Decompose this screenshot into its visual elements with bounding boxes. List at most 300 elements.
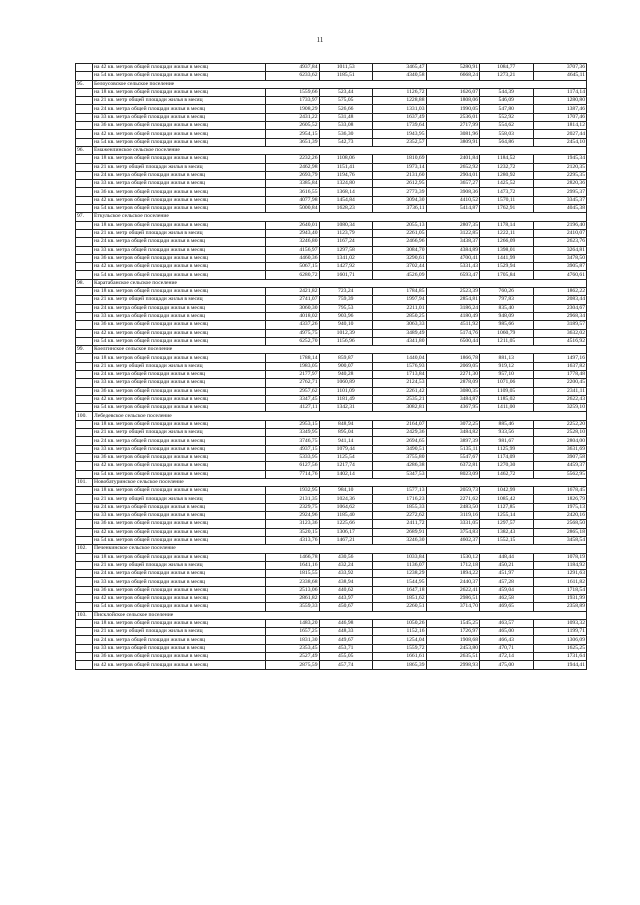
value-cell: 3484,87 (426, 395, 480, 403)
value-cell: 885,46 (480, 420, 534, 428)
value-cell: 3246,80 (266, 238, 320, 246)
row-number-cell (76, 653, 93, 661)
value-cell: 433,92 (319, 570, 373, 578)
value-cell: 3246,30 (373, 536, 427, 544)
row-label: на 36 кв. метров общей площади жилья в месяц (93, 122, 266, 130)
value-cell: 1297,57 (480, 520, 534, 528)
value-cell: 1601,71 (319, 271, 373, 279)
value-cell: 4340,58 (373, 72, 427, 80)
value-cell: 1576,93 (373, 362, 427, 370)
value-cell: 5562,95 (533, 470, 587, 478)
table-row (76, 503, 587, 511)
value-cell: 1865,39 (373, 661, 427, 669)
row-label: на 18 кв. метров общей площади жилья в месяц (93, 155, 266, 163)
value-cell: 2271,62 (426, 495, 480, 503)
table-row (76, 586, 587, 594)
value-cell: 1530,12 (426, 553, 480, 561)
value-cell: 1211,05 (480, 337, 534, 345)
section-number: 103. (76, 611, 93, 619)
row-label: на 54 кв. метров общей площади жилья в месяц (93, 603, 266, 611)
value-cell: 1815,55 (266, 570, 320, 578)
row-label: на 42 кв. метров общей площади жилья в месяц (93, 64, 266, 72)
value-cell: 2271,30 (426, 370, 480, 378)
section-number: 95. (76, 80, 93, 88)
value-cell: 1866,78 (426, 354, 480, 362)
value-cell: 3072,25 (426, 420, 480, 428)
value-cell: 3755,80 (373, 453, 427, 461)
value-cell: 2431,22 (266, 113, 320, 121)
table-row (76, 387, 587, 395)
value-cell: 438,94 (319, 578, 373, 586)
row-label: на 36 кв. метров общей площади жилья в месяц (93, 254, 266, 262)
value-cell: 941,14 (319, 437, 373, 445)
row-number-cell (76, 337, 93, 345)
row-number-cell (76, 321, 93, 329)
row-label: на 24 кв. метра общей площади жилья в месяц (93, 503, 266, 511)
value-cell: 1152,16 (373, 628, 427, 636)
row-label: на 42 кв. метров общей площади жилья в месяц (93, 263, 266, 271)
value-cell: 1238,29 (373, 570, 427, 578)
value-cell: 462,58 (480, 595, 534, 603)
value-cell: 1712,18 (426, 561, 480, 569)
row-number-cell (76, 354, 93, 362)
table-row (76, 321, 587, 329)
value-cell: 4459,37 (533, 462, 587, 470)
value-cell: 5000,84 (266, 205, 320, 213)
value-cell: 903,96 (319, 312, 373, 320)
row-label: на 21 кв. метр общей площади жилья в месяц (93, 163, 266, 171)
row-number-cell (76, 97, 93, 105)
value-cell: 900,07 (319, 362, 373, 370)
value-cell: 2352,57 (373, 138, 427, 146)
value-cell: 1862,22 (533, 288, 587, 296)
value-cell: 448,33 (319, 628, 373, 636)
value-cell: 475,00 (480, 661, 534, 669)
value-cell: 1440,04 (373, 354, 427, 362)
value-cell: 1552,15 (480, 536, 534, 544)
table-row (76, 113, 587, 121)
value-cell: 575,05 (319, 97, 373, 105)
table-row (76, 163, 587, 171)
value-cell: 1042,99 (480, 487, 534, 495)
row-number-cell (76, 263, 93, 271)
table-row (76, 205, 587, 213)
value-cell: 2605,52 (266, 122, 320, 130)
table-row (76, 570, 587, 578)
value-cell: 1762,91 (480, 205, 534, 213)
value-cell: 4975,75 (266, 329, 320, 337)
value-cell: 2957,62 (266, 387, 320, 395)
value-cell: 1306,17 (319, 528, 373, 536)
value-cell: 759,39 (319, 296, 373, 304)
row-label: на 36 кв. метров общей площади жилья в месяц (93, 321, 266, 329)
row-number-cell (76, 155, 93, 163)
value-cell: 4602,37 (426, 536, 480, 544)
value-cell: 3063,33 (373, 321, 427, 329)
value-cell: 2295,35 (533, 171, 587, 179)
value-cell: 1625,25 (533, 644, 587, 652)
value-cell: 542,73 (319, 138, 373, 146)
row-label: на 54 кв. метров общей площади жилья в месяц (93, 138, 266, 146)
row-number-cell (76, 163, 93, 171)
value-cell: 1641,16 (266, 561, 320, 569)
table-row (76, 238, 587, 246)
value-cell: 1151,41 (319, 163, 373, 171)
value-cell: 1718,54 (533, 586, 587, 594)
value-cell: 3907,58 (533, 453, 587, 461)
value-cell: 3094,30 (373, 196, 427, 204)
section-title: Еткульское сельское поселение (93, 213, 587, 221)
value-cell: 432,24 (319, 561, 373, 569)
value-cell: 1387,46 (533, 105, 587, 113)
value-cell: 1156,96 (319, 337, 373, 345)
table-row (76, 520, 587, 528)
value-cell: 430,56 (319, 553, 373, 561)
table-row (76, 370, 587, 378)
row-label: на 21 кв. метр общей площади жилья в месяц (93, 296, 266, 304)
value-cell: 3290,61 (373, 254, 427, 262)
value-cell: 2689,91 (373, 528, 427, 536)
value-cell: 2131,60 (373, 171, 427, 179)
row-label: на 21 кв. метр общей площади жилья в месяц (93, 561, 266, 569)
value-cell: 1101,09 (319, 387, 373, 395)
table-row (76, 644, 587, 652)
value-cell: 5414,87 (426, 205, 480, 213)
row-number-cell (76, 453, 93, 461)
value-cell: 1184,52 (480, 155, 534, 163)
value-cell: 1611,82 (533, 578, 587, 586)
value-cell: 2850,25 (373, 312, 427, 320)
value-cell: 5347,53 (373, 470, 427, 478)
value-cell: 544,39 (480, 88, 534, 96)
row-label: на 33 кв. метра общей площади жилья в месяц (93, 312, 266, 320)
row-number-cell (76, 520, 93, 528)
table-row (76, 271, 587, 279)
value-cell: 1637,82 (533, 362, 587, 370)
row-number-cell (76, 495, 93, 503)
value-cell: 1577,13 (373, 487, 427, 495)
table-row (76, 254, 587, 262)
value-cell: 1060,89 (319, 379, 373, 387)
value-cell: 948,09 (480, 312, 534, 320)
row-number-cell (76, 445, 93, 453)
value-cell: 1085,42 (480, 495, 534, 503)
value-cell: 1454,84 (319, 196, 373, 204)
value-cell: 1291,63 (533, 570, 587, 578)
value-cell: 3122,85 (426, 229, 480, 237)
value-cell: 2120,35 (533, 163, 587, 171)
value-cell: 4384,89 (426, 246, 480, 254)
value-cell: 450,21 (480, 561, 534, 569)
value-cell: 1973,14 (373, 163, 427, 171)
section-header-row (76, 412, 587, 420)
value-cell: 2027,44 (533, 130, 587, 138)
value-cell: 1185,40 (319, 512, 373, 520)
row-label: на 24 кв. метра общей площади жилья в месяц (93, 171, 266, 179)
table-row (76, 64, 587, 72)
table-row (76, 462, 587, 470)
value-cell: 3385,84 (266, 180, 320, 188)
row-label: на 54 кв. метров общей площади жилья в месяц (93, 404, 266, 412)
value-cell: 2466,96 (373, 238, 427, 246)
value-cell: 4700,41 (426, 254, 480, 262)
value-cell: 2124,53 (373, 379, 427, 387)
value-cell: 443,97 (319, 595, 373, 603)
value-cell: 3082,81 (373, 404, 427, 412)
value-cell: 469,65 (480, 603, 534, 611)
value-cell: 1483,20 (266, 619, 320, 627)
row-number-cell (76, 138, 93, 146)
table-row (76, 437, 587, 445)
value-cell: 2252,20 (533, 420, 587, 428)
value-cell: 4077,98 (266, 196, 320, 204)
value-cell: 3465,47 (373, 64, 427, 72)
value-cell: 1060,79 (480, 329, 534, 337)
value-cell: 470,71 (480, 644, 534, 652)
value-cell: 1306,09 (533, 636, 587, 644)
row-number-cell (76, 628, 93, 636)
value-cell: 3345,37 (533, 196, 587, 204)
value-cell: 4526,09 (373, 271, 427, 279)
value-cell: 2304,67 (533, 304, 587, 312)
value-cell: 3080,35 (426, 387, 480, 395)
value-cell: 4180,49 (426, 312, 480, 320)
row-label: на 36 кв. метров общей площади жилья в месяц (93, 453, 266, 461)
value-cell: 2612,95 (373, 180, 427, 188)
row-label: на 42 кв. метров общей площади жилья в месяц (93, 329, 266, 337)
section-number: 98. (76, 279, 93, 287)
value-cell: 1425,52 (480, 180, 534, 188)
value-cell: 1228,88 (373, 97, 427, 105)
value-cell: 2995,37 (533, 188, 587, 196)
value-cell: 1331,03 (373, 105, 427, 113)
value-cell: 5547,67 (426, 453, 480, 461)
value-cell: 2535,21 (373, 395, 427, 403)
value-cell: 2200,45 (533, 379, 587, 387)
value-cell: 1657,25 (266, 628, 320, 636)
value-cell: 2568,50 (533, 520, 587, 528)
value-cell: 5333,95 (266, 453, 320, 461)
table-row (76, 246, 587, 254)
value-cell: 1559,72 (373, 644, 427, 652)
value-cell: 1011,53 (319, 64, 373, 72)
value-cell: 449,67 (319, 636, 373, 644)
value-cell: 1544,95 (373, 578, 427, 586)
row-number-cell (76, 229, 93, 237)
value-cell: 2055,13 (373, 221, 427, 229)
value-cell: 2865,18 (533, 528, 587, 536)
section-header-row (76, 478, 587, 486)
table-row (76, 603, 587, 611)
row-label: на 54 кв. метров общей площади жилья в месяц (93, 205, 266, 213)
value-cell: 2762,71 (266, 379, 320, 387)
row-number-cell (76, 171, 93, 179)
row-label: на 33 кв. метра общей площади жилья в месяц (93, 379, 266, 387)
value-cell: 2260,51 (373, 603, 427, 611)
value-cell: 6668,24 (426, 72, 480, 80)
row-number-cell (76, 379, 93, 387)
value-cell: 3905,87 (533, 263, 587, 271)
table-row (76, 196, 587, 204)
value-cell: 2454,10 (533, 138, 587, 146)
value-cell: 2953,15 (266, 420, 320, 428)
table-row (76, 180, 587, 188)
value-cell: 3489,49 (373, 329, 427, 337)
section-header-row (76, 279, 587, 287)
value-cell: 1297,58 (319, 246, 373, 254)
value-cell: 5135,11 (426, 445, 480, 453)
value-cell: 2261,05 (373, 229, 427, 237)
row-number-cell (76, 180, 93, 188)
value-cell: 4460,36 (266, 254, 320, 262)
section-header-row (76, 146, 587, 154)
value-cell: 446,98 (319, 619, 373, 627)
row-number-cell (76, 362, 93, 370)
value-cell: 723,24 (319, 288, 373, 296)
row-number-cell (76, 553, 93, 561)
value-cell: 795,53 (319, 304, 373, 312)
value-cell: 919,12 (480, 362, 534, 370)
row-label: на 18 кв. метров общей площади жилья в месяц (93, 88, 266, 96)
value-cell: 2528,10 (533, 429, 587, 437)
value-cell: 2968,34 (533, 312, 587, 320)
value-cell: 2059,73 (426, 487, 480, 495)
value-cell: 1080,34 (319, 221, 373, 229)
value-cell: 797,83 (480, 296, 534, 304)
value-cell: 1125,54 (319, 453, 373, 461)
value-cell: 2635,51 (426, 653, 480, 661)
value-cell: 1990,05 (426, 105, 480, 113)
value-cell: 1084,77 (480, 64, 534, 72)
value-cell: 985,66 (480, 321, 534, 329)
value-cell: 1808,06 (426, 97, 480, 105)
value-cell: 2622,41 (426, 586, 480, 594)
value-cell: 6280,72 (266, 271, 320, 279)
value-cell: 2717,99 (426, 122, 480, 130)
value-cell: 3349,95 (266, 429, 320, 437)
value-cell: 2854,81 (426, 296, 480, 304)
value-cell: 1855,33 (373, 503, 427, 511)
table-row (76, 122, 587, 130)
row-label: на 21 кв. метр общей площади жилья в месяц (93, 628, 266, 636)
value-cell: 4367,95 (426, 404, 480, 412)
row-number-cell (76, 329, 93, 337)
value-cell: 2622,43 (533, 395, 587, 403)
section-title: Емаженлинское сельское поселение (93, 146, 587, 154)
value-cell: 1931,99 (533, 595, 587, 603)
value-cell: 3616,55 (266, 188, 320, 196)
value-cell: 3908,36 (426, 188, 480, 196)
value-cell: 8023,09 (426, 470, 480, 478)
value-cell: 463,57 (480, 619, 534, 627)
value-cell: 2462,98 (266, 163, 320, 171)
value-cell: 2272,62 (373, 512, 427, 520)
value-cell: 440,62 (319, 586, 373, 594)
page-number: 11 (316, 36, 324, 44)
value-cell: 7714,76 (266, 470, 320, 478)
value-cell: 2693,79 (266, 171, 320, 179)
value-cell: 1997,94 (373, 296, 427, 304)
value-cell: 1810,69 (373, 155, 427, 163)
row-number-cell (76, 470, 93, 478)
value-cell: 1944,41 (533, 661, 587, 669)
value-cell: 1559,66 (266, 88, 320, 96)
value-cell: 3651,39 (266, 138, 320, 146)
value-cell: 1733,97 (266, 97, 320, 105)
value-cell: 1466,78 (266, 553, 320, 561)
value-cell: 4018,02 (266, 312, 320, 320)
table-row (76, 329, 587, 337)
value-cell: 3520,15 (266, 528, 320, 536)
value-cell: 564,86 (480, 138, 534, 146)
value-cell: 1628,23 (319, 205, 373, 213)
value-cell: 2652,92 (426, 163, 480, 171)
value-cell: 1851,62 (373, 595, 427, 603)
row-label: на 36 кв. метров общей площади жилья в месяц (93, 586, 266, 594)
value-cell: 3632,02 (533, 329, 587, 337)
value-cell: 1071,06 (480, 379, 534, 387)
value-cell: 3478,50 (533, 254, 587, 262)
value-cell: 6252,70 (266, 337, 320, 345)
row-number-cell (76, 404, 93, 412)
row-label: на 54 кв. метров общей площади жилья в месяц (93, 271, 266, 279)
row-number-cell (76, 238, 93, 246)
section-title: Писклойское сельское поселение (93, 611, 587, 619)
value-cell: 1167,24 (319, 238, 373, 246)
value-cell: 5174,76 (426, 329, 480, 337)
value-cell: 1024,36 (319, 495, 373, 503)
row-number-cell (76, 536, 93, 544)
table-row (76, 97, 587, 105)
table-row (76, 138, 587, 146)
value-cell: 1181,49 (319, 395, 373, 403)
value-cell: 546,09 (480, 97, 534, 105)
value-cell: 3484,82 (426, 429, 480, 437)
value-cell: 1570,11 (480, 196, 534, 204)
value-cell: 1368,14 (319, 188, 373, 196)
section-title: Лебедевское сельское поселение (93, 412, 587, 420)
row-number-cell (76, 644, 93, 652)
row-label: на 24 кв. метра общей площади жилья в месяц (93, 570, 266, 578)
value-cell: 3438,37 (426, 238, 480, 246)
table-row (76, 561, 587, 569)
value-cell: 1280,80 (533, 97, 587, 105)
value-cell: 6593,47 (426, 271, 480, 279)
section-header-row (76, 545, 587, 553)
value-cell: 450,67 (319, 603, 373, 611)
value-cell: 1174,14 (533, 88, 587, 96)
row-number-cell (76, 661, 93, 669)
row-number-cell (76, 420, 93, 428)
value-cell: 1908,29 (266, 105, 320, 113)
value-cell: 1626,07 (426, 88, 480, 96)
row-label: на 24 кв. метра общей площади жилья в месяц (93, 636, 266, 644)
row-label: на 21 кв. метр общей площади жилья в месяц (93, 495, 266, 503)
row-number-cell (76, 288, 93, 296)
value-cell: 1324,80 (319, 180, 373, 188)
row-number-cell (76, 271, 93, 279)
row-label: на 33 кв. метра общей площади жилья в месяц (93, 246, 266, 254)
value-cell: 1932,95 (266, 487, 320, 495)
value-cell: 940,28 (319, 370, 373, 378)
section-title: Каратабанское сельское поселение (93, 279, 587, 287)
row-label: на 54 кв. метров общей площади жилья в месяц (93, 72, 266, 80)
value-cell: 3458,54 (533, 536, 587, 544)
section-number: 100. (76, 412, 93, 420)
table-row (76, 553, 587, 561)
table-row (76, 628, 587, 636)
value-cell: 1716,23 (373, 495, 427, 503)
